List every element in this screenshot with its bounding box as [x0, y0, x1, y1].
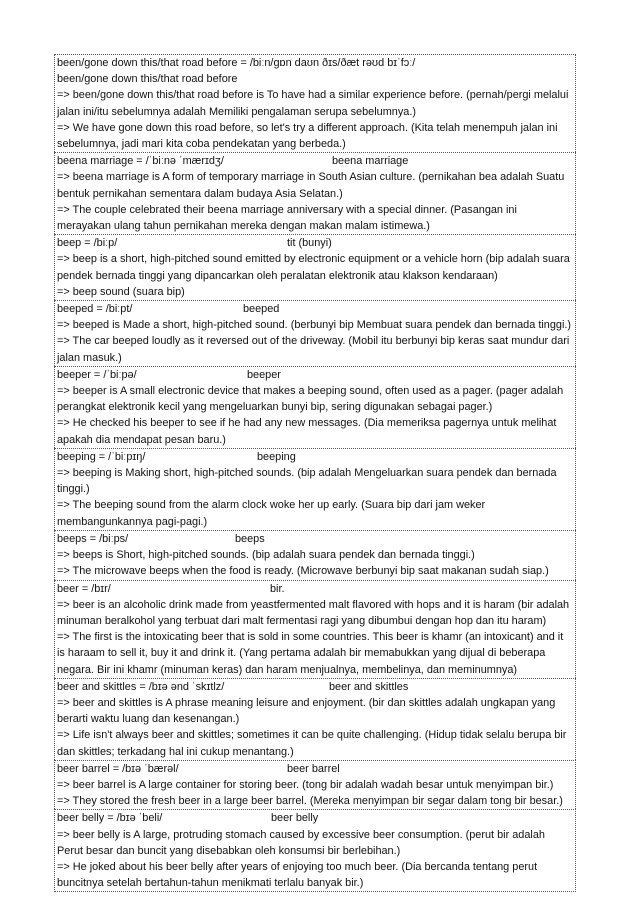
entry-been-gone-down-this-road-before: [54, 54, 576, 152]
entry-example: => Life isn't always beer and skittles; sometimes it can be quite challenging. (Hidup tidak selalu berupa bir dan skittles; terkadang hal ini cukup menantang.): [57, 729, 567, 758]
entry-translation: bir.: [270, 582, 285, 595]
entry-definition: => beer and skittles is A phrase meaning leisure and enjoyment. (bir dan skittles adalah ungkapan yang berarti waktu luang dan kesenangan.): [57, 696, 556, 726]
entry-translation: beeper: [247, 368, 281, 381]
entry-beena-marriage: [54, 152, 576, 234]
entry-head: [57, 761, 573, 777]
dictionary-page: [54, 54, 576, 892]
entry-headword-pronunciation: been/gone down this/that road before = /biːn/gɒn daʊn ðɪs/ðæt rəʊd bɪˈfɔː/: [57, 57, 416, 69]
entry-line: been/gone down this/that road before: [57, 73, 238, 86]
entry-headword-pronunciation: beer and skittles = /bɪə ənd ˈskɪtlz/: [57, 680, 225, 693]
entry-head: [57, 449, 573, 465]
entry-head: [57, 367, 573, 383]
entry-headword-pronunciation: beena marriage = /ˈbiːnə ˈmærɪdʒ/: [57, 155, 224, 168]
entry-head: [57, 301, 573, 317]
entry-beep: [54, 234, 576, 300]
entry-headword-pronunciation: beep = /biːp/: [57, 237, 118, 250]
entry-headword-pronunciation: beeped = /biːpt/: [57, 303, 133, 316]
entry-definition: => beer is an alcoholic drink made from yeastfermented malt flavored with hops and it is haram (bir adalah minuman beralkohol yang terbuat dari malt fermentasi ragi yang dibumbui dengan hop dan itu haram): [57, 598, 570, 627]
entry-example: => He joked about his beer belly after years of enjoying too much beer. (Dia bercanda tentang perut buncitnya setelah bertahun-tahun menikmati terlalu banyak bir.): [57, 860, 538, 890]
entry-beeping: [54, 448, 576, 530]
entry-headword-pronunciation: beeper = /ˈbiːpə/: [57, 368, 137, 381]
entry-definition: => beer barrel is A large container for storing beer. (tong bir adalah wadah besar untuk menyimpan bir.): [57, 778, 554, 791]
entry-example: => beep sound (suara bip): [57, 285, 185, 298]
entry-head: [57, 153, 573, 169]
entry-translation: tit (bunyi): [287, 237, 332, 250]
entry-head: [57, 810, 573, 826]
entry-translation: beer barrel: [287, 762, 340, 775]
entry-head: [57, 679, 573, 695]
entry-definition: => beeper is A small electronic device that makes a beeping sound, often used as a pager. (pager adalah perangkat elektronik kecil yang mengeluarkan bunyi bip, sering digunakan sebagai pager.): [57, 385, 564, 414]
entry-headword-pronunciation: beer barrel = /bɪə ˈbærəl/: [57, 762, 179, 775]
entry-head: [57, 235, 573, 251]
entry-definition: => beep is a short, high-pitched sound emitted by electronic equipment or a vehicle horn (bip adalah suara pendek bernada tinggi yang dipancarkan oleh peralatan elektronik atau klakson kendaraan): [57, 253, 570, 282]
entry-beer-and-skittles: [54, 678, 576, 760]
entry-headword-pronunciation: beeps = /biːps/: [57, 532, 129, 545]
entry-definition: => beeped is Made a short, high-pitched sound. (berbunyi bip Membuat suara pendek dan bernada tinggi.): [57, 319, 572, 332]
entry-definition: => beeping is Making short, high-pitched sounds. (bip adalah Mengeluarkan suara pendek dan bernada tinggi.): [57, 467, 557, 496]
entry-definition: => beena marriage is A form of temporary marriage in South Asian culture. (pernikahan bea adalah Suatu bentuk pernikahan sementara dalam budaya Asia Selatan.): [57, 171, 565, 200]
entry-example: => They stored the fresh beer in a large beer barrel. (Mereka menyimpan bir segar dalam tong bir besar.): [57, 795, 563, 808]
entry-translation: beeping: [257, 450, 296, 463]
entry-translation: beeped: [243, 303, 280, 316]
entry-translation: beena marriage: [332, 155, 409, 168]
entry-head: [57, 531, 573, 547]
entry-beeps: [54, 530, 576, 580]
entry-beer: [54, 580, 576, 678]
entry-translation: beer belly: [271, 812, 319, 825]
entry-headword-pronunciation: beeping = /ˈbiːpɪŋ/: [57, 450, 146, 463]
entry-definition: => beer belly is A large, protruding stomach caused by excessive beer consumption. (perut bir adalah Perut besar dan buncit yang disebabkan oleh konsumsi bir berlebihan.): [57, 828, 545, 857]
entry-beer-barrel: [54, 760, 576, 810]
entry-example: => We have gone down this road before, so let's try a different approach. (Kita telah menempuh jalan ini sebelumnya, jadi mari kita coba pendekatan yang berbeda.): [57, 121, 558, 151]
entry-head: [57, 581, 573, 597]
entry-example: => The couple celebrated their beena marriage anniversary with a special dinner. (Pasangan ini merayakan ulang tahun pernikahan mereka dengan makan malam istimewa.): [57, 203, 517, 233]
entry-head: [57, 55, 573, 71]
entry-translation: beeps: [235, 532, 265, 545]
entry-beer-belly: [54, 809, 576, 892]
entry-example: => He checked his beeper to see if he had any new messages. (Dia memeriksa pagernya untuk melihat apakah dia mendapat pesan baru.): [57, 417, 557, 446]
entry-beeper: [54, 366, 576, 448]
entry-example: => The microwave beeps when the food is ready. (Microwave berbunyi bip saat makanan sudah siap.): [57, 565, 549, 578]
entry-example: => The car beeped loudly as it reversed out of the driveway. (Mobil itu berbunyi bip keras saat mundur dari jalan masuk.): [57, 335, 570, 364]
entry-headword-pronunciation: beer = /bɪr/: [57, 582, 111, 595]
entry-beeped: [54, 300, 576, 366]
entry-headword-pronunciation: beer belly = /bɪə ˈbeli/: [57, 812, 163, 825]
entry-example: => The first is the intoxicating beer that is sold in some countries. This beer is khamr (an intoxicant) and it is haraam to sell it, buy it and drink it. (Yang pertama adalah bir memabukkan yang dijual di beberapa negara. Bir ini khamr (minuman keras) dan haram menjualnya, membelinya, dan meminumnya): [57, 631, 564, 676]
entry-definition: => been/gone down this/that road before is To have had a similar experience before. (pernah/pergi melalui jalan ini/itu sebelumnya adalah Memiliki pengalaman serupa sebelumnya.): [57, 89, 569, 118]
entry-translation: beer and skittles: [329, 680, 409, 693]
entry-definition: => beeps is Short, high-pitched sounds. (bip adalah suara pendek dan bernada tinggi.): [57, 549, 475, 562]
entry-example: => The beeping sound from the alarm clock woke her up early. (Suara bip dari jam weker membangunkannya pagi-pagi.): [57, 499, 486, 528]
